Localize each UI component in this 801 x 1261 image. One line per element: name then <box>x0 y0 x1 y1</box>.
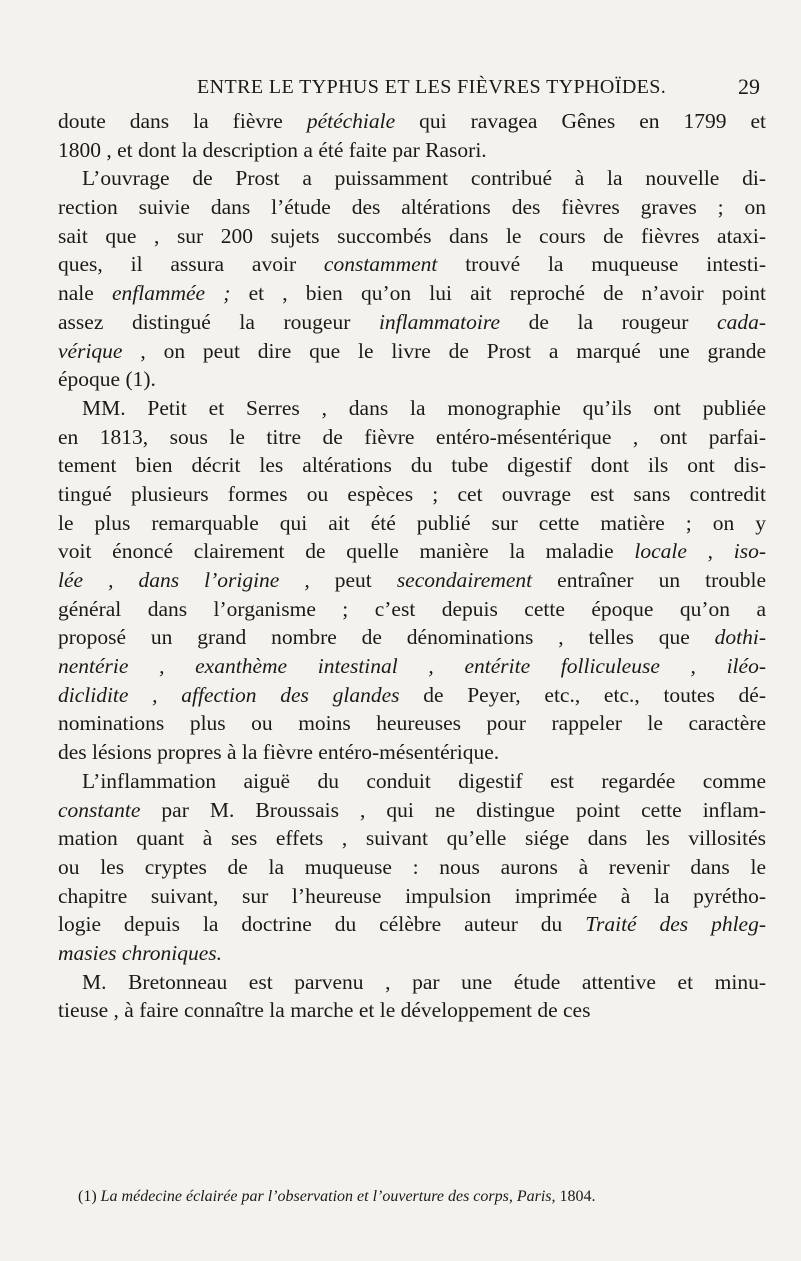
text-run: , on peut dire que le livre de Prost a marqué une grande <box>122 338 766 363</box>
text-line <box>58 882 766 911</box>
text-line <box>58 566 766 595</box>
footnote <box>78 1188 768 1206</box>
italic-run: Traité des phleg- <box>585 912 766 937</box>
text-line <box>58 480 766 509</box>
text-line <box>58 652 766 681</box>
text-run: tieuse , à faire connaître la marche et le développement de ces <box>58 998 591 1023</box>
text-run: en 1813, sous le titre de fièvre entéro-mésentérique , ont parfai- <box>58 424 766 449</box>
text-run: et , bien qu’on lui ait reproché de n’avoir point <box>230 281 766 306</box>
text-run: L’inflammation aiguë du conduit digestif est regardée comme <box>82 768 766 793</box>
text-run: sait que , sur 200 sujets succombés dans le cours de fièvres ataxi- <box>58 223 766 248</box>
text-run: tingué plusieurs formes ou espèces ; cet ouvrage est sans contredit <box>58 481 766 506</box>
text-run: nale <box>58 281 112 306</box>
text-run: 1800 , et dont la description a été faite par Rasori. <box>58 137 487 162</box>
text-run: qui ravagea Gênes en 1799 et <box>395 109 766 133</box>
text-line <box>58 193 766 222</box>
text-line <box>58 136 766 165</box>
text-run: ques, il assura avoir <box>58 252 324 277</box>
text-line <box>58 537 766 566</box>
text-run: , <box>686 539 734 564</box>
text-line <box>58 796 766 825</box>
body-text <box>58 107 766 1025</box>
italic-run: nentérie , exanthème intestinal , entérite folliculeuse , iléo- <box>58 654 766 679</box>
text-run: général dans l’organisme ; c’est depuis cette époque qu’on a <box>58 596 766 621</box>
text-run: trouvé la muqueuse intesti- <box>437 252 766 277</box>
text-run: chapitre suivant, sur l’heureuse impulsion imprimée à la pyrétho- <box>58 883 766 908</box>
italic-run: iso- <box>733 539 766 564</box>
text-line <box>58 824 766 853</box>
text-run: époque (1). <box>58 367 156 392</box>
text-run: proposé un grand nombre de dénominations , telles que <box>58 625 715 650</box>
footnote-run: 1804. <box>555 1188 596 1205</box>
text-line <box>58 423 766 452</box>
italic-run: vérique <box>58 338 123 363</box>
text-line <box>58 996 766 1025</box>
text-line <box>58 939 766 968</box>
italic-run: dothi- <box>714 625 766 650</box>
text-run: rection suivie dans l’étude des altérations des fièvres graves ; on <box>58 195 766 220</box>
text-line <box>58 164 766 193</box>
italic-run: diclidite , affection des glandes <box>58 682 400 707</box>
text-line <box>58 308 766 337</box>
text-run: voit énoncé clairement de quelle manière la maladie <box>58 539 635 564</box>
text-run: ou les cryptes de la muqueuse : nous aurons à revenir dans le <box>58 854 766 879</box>
text-run: des lésions propres à la fièvre entéro-mésentérique. <box>58 740 500 765</box>
italic-run: lée , dans l’origine , <box>58 568 310 592</box>
text-run: de Peyer, etc., etc., toutes dé- <box>399 682 766 707</box>
text-run: nominations plus ou moins heureuses pour rappeler le caractère <box>58 711 766 736</box>
italic-run: constamment <box>323 252 438 277</box>
text-line <box>58 910 766 939</box>
text-line <box>58 394 766 423</box>
italic-run: enflammée ; <box>111 281 231 306</box>
text-line <box>58 968 766 997</box>
italic-run: secondairement <box>396 568 533 592</box>
text-line <box>58 681 766 710</box>
text-run: tement bien décrit les altérations du tube digestif dont ils ont dis- <box>58 453 766 478</box>
text-run: M. Bretonneau est parvenu , par une étude attentive et minu- <box>82 969 766 994</box>
text-line <box>58 222 766 251</box>
text-run: par M. Broussais , qui ne distingue point cette inflam- <box>140 797 766 822</box>
text-run: MM. Petit et Serres , dans la monographie qu’ils ont publiée <box>82 395 766 420</box>
text-run: doute dans la fièvre <box>58 109 307 133</box>
italic-run: cada- <box>717 309 766 334</box>
text-line <box>58 853 766 882</box>
footnote-italic-run: La médecine éclairée par l’observation et l’ouverture des corps, Paris, <box>100 1188 556 1205</box>
text-line <box>58 451 766 480</box>
text-line <box>58 595 766 624</box>
page-number: 29 <box>738 74 760 99</box>
text-line <box>58 509 766 538</box>
text-line <box>58 250 766 279</box>
text-run: logie depuis la doctrine du célèbre auteur du <box>58 912 586 937</box>
text-line <box>58 337 766 366</box>
running-title: ENTRE LE TYPHUS ET LES FIÈVRES TYPHOÏDES. <box>197 76 667 98</box>
text-run: assez distingué la rougeur <box>58 309 379 334</box>
text-run: le plus remarquable qui ait été publié sur cette matière ; on y <box>58 510 766 535</box>
italic-run: constante <box>58 797 141 822</box>
text-line <box>58 107 766 136</box>
text-line <box>58 279 766 308</box>
text-run: mation quant à ses effets , suivant qu’elle siége dans les villosités <box>58 826 766 851</box>
italic-run: locale <box>634 539 687 564</box>
text-line <box>58 709 766 738</box>
text-line <box>58 365 766 394</box>
text-run: de la rougeur <box>500 309 718 334</box>
text-line <box>58 767 766 796</box>
text-run: entraîner un trouble <box>532 568 766 592</box>
text-run: L’ouvrage de Prost a puissamment contribué à la nouvelle di- <box>82 166 766 191</box>
italic-run: masies chroniques. <box>58 940 223 965</box>
text-run: peut <box>309 568 397 592</box>
italic-run: inflammatoire <box>378 309 500 334</box>
italic-run: pétéchiale <box>306 109 396 133</box>
footnote-run: (1) <box>78 1188 101 1205</box>
text-line <box>58 623 766 652</box>
text-line <box>58 738 766 767</box>
running-head <box>60 76 760 106</box>
